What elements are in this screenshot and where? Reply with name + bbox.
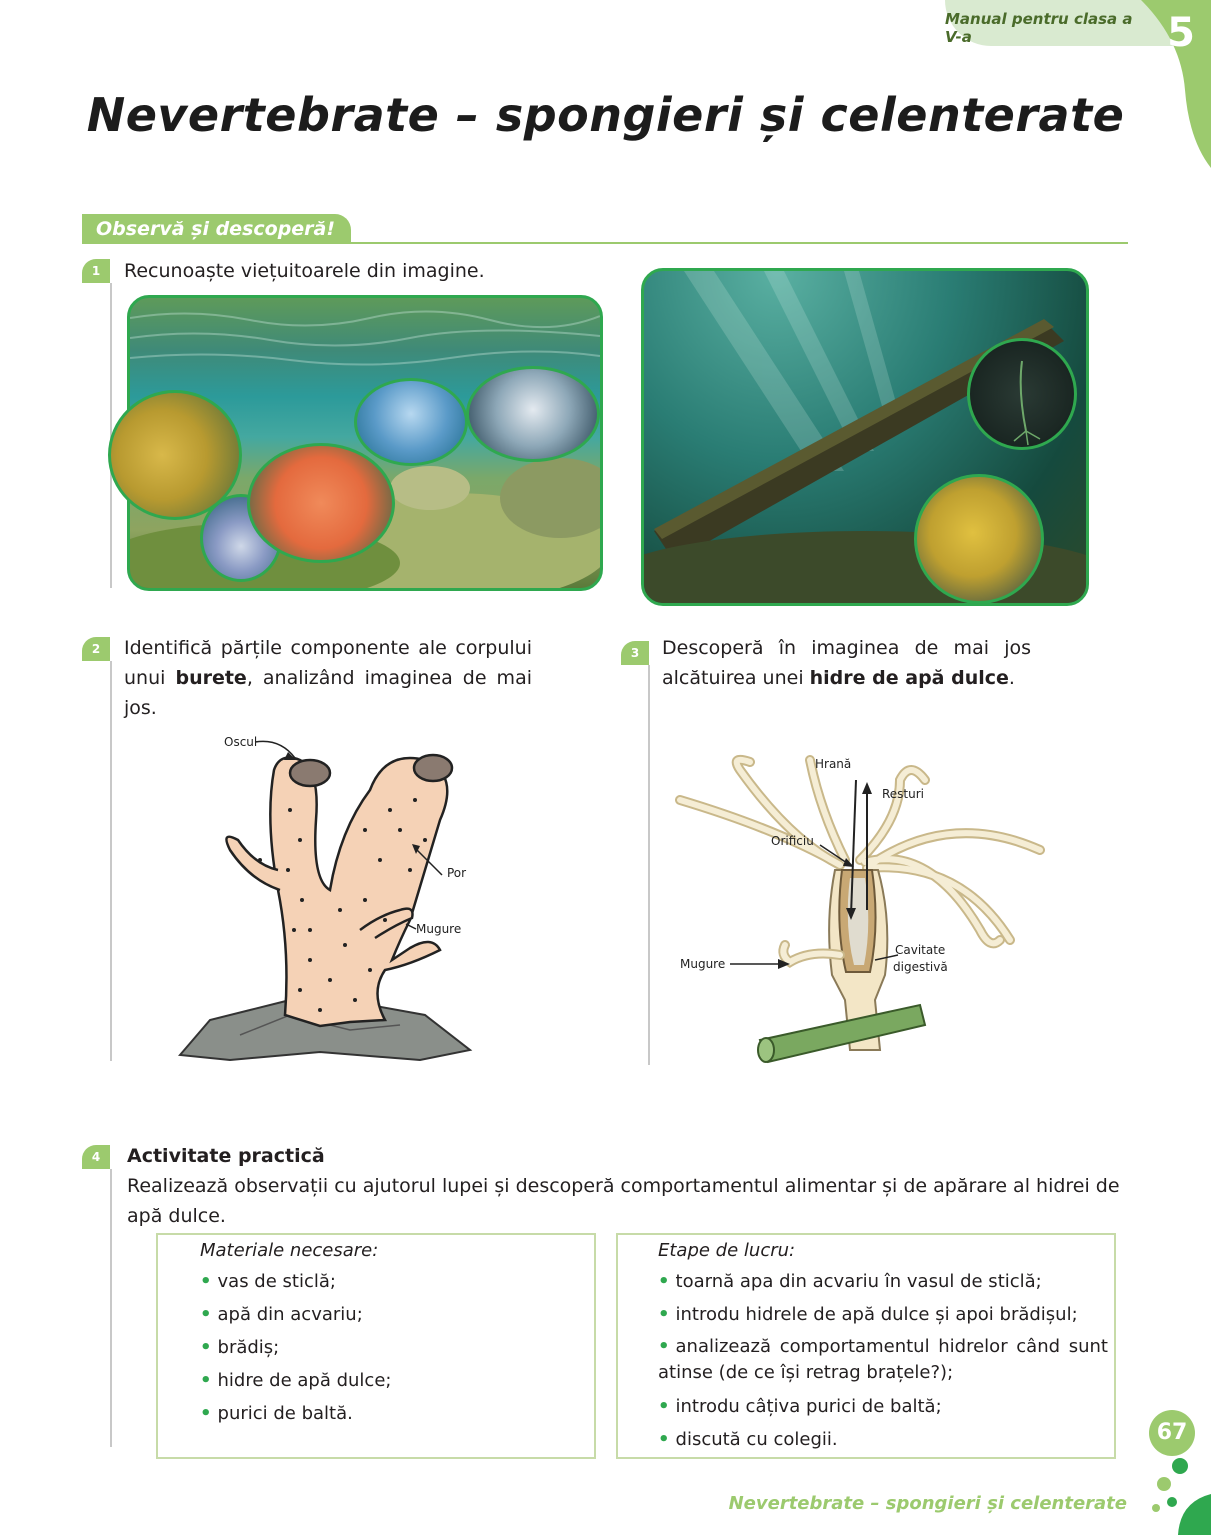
material-item: • purici de baltă. [200, 1403, 353, 1424]
footer-dots-decoration [1150, 1458, 1211, 1535]
step-item: • discută cu colegii. [658, 1429, 838, 1450]
task-2-rule [110, 661, 112, 1061]
steps-box [616, 1233, 1116, 1459]
task-3-rule [648, 665, 650, 1065]
step-item: • analizează comportamentul hidrelor când sunt atinse (de ce își retrag brațele?); [658, 1336, 1108, 1383]
sponge-label-mugure: Mugure [416, 922, 462, 936]
materials-title: Materiale necesare: [200, 1240, 379, 1261]
footer-title: Nevertebrate – spongieri și celenterate [728, 1493, 1127, 1514]
step-item: • introdu câțiva purici de baltă; [658, 1396, 942, 1417]
task-4-rule [110, 1169, 112, 1447]
materials-box [156, 1233, 596, 1459]
sponge-label-oscul: Oscul [224, 735, 258, 749]
task-number-2: 2 [82, 637, 110, 661]
hydra-inset-photo [967, 338, 1077, 450]
task-3-text: Descoperă în imaginea de mai jos alcătuirea unei hidre de apă dulce. [662, 637, 1031, 689]
step-item: • toarnă apa din acvariu în vasul de sticlă; [658, 1271, 1042, 1292]
hydra-label-hrana: Hrană [815, 757, 852, 771]
material-item: • brădiș; [200, 1337, 280, 1358]
section-divider [82, 242, 1128, 244]
chapter-number: 5 [1167, 10, 1195, 56]
hydra-label-orificiu: Orificiu [771, 834, 814, 848]
material-item: • apă din acvariu; [200, 1304, 363, 1325]
sea-fan-inset-photo [247, 443, 395, 563]
step-item: • introdu hidrele de apă dulce și apoi brădișul; [658, 1304, 1078, 1325]
hydra-label-resturi: Resturi [882, 787, 925, 801]
jellyfish-inset-photo [354, 378, 468, 466]
page-title: Nevertebrate – spongieri și celenterate [86, 88, 1125, 142]
sponge-label-por: Por [447, 866, 467, 880]
task-4-heading: Activitate practică [127, 1145, 325, 1167]
sponge-diagram [170, 730, 480, 1065]
task-4-text: Realizează observații cu ajutorul lupei și descoperă comportamentul alimentar și de apărare al hidrei de apă dulce. [127, 1175, 1120, 1227]
moon-jelly-inset-photo [466, 366, 600, 462]
task-number-4: 4 [82, 1145, 110, 1169]
hydra-label-mugure: Mugure [680, 957, 726, 971]
page-number: 67 [1149, 1410, 1195, 1456]
manual-label: Manual pentru clasa a V-a [945, 10, 1133, 46]
task-2-text: Identifică părțile componente ale corpului unui burete, analizând imaginea de mai jos. [124, 637, 532, 719]
freshwater-sponge-inset-photo [914, 474, 1044, 604]
task-number-1: 1 [82, 259, 110, 283]
material-item: • vas de sticlă; [200, 1271, 336, 1292]
task-number-3: 3 [621, 641, 649, 665]
material-item: • hidre de apă dulce; [200, 1370, 392, 1391]
section-banner: Observă și descoperă! [82, 214, 351, 244]
hydra-label-cavitate: Cavitate [895, 943, 946, 957]
task-1-text: Recunoaște viețuitoarele din imagine. [124, 260, 485, 282]
hydra-diagram [670, 750, 1070, 1065]
steps-title: Etape de lucru: [658, 1240, 796, 1261]
hydra-label-digestiva: digestivă [893, 960, 948, 974]
